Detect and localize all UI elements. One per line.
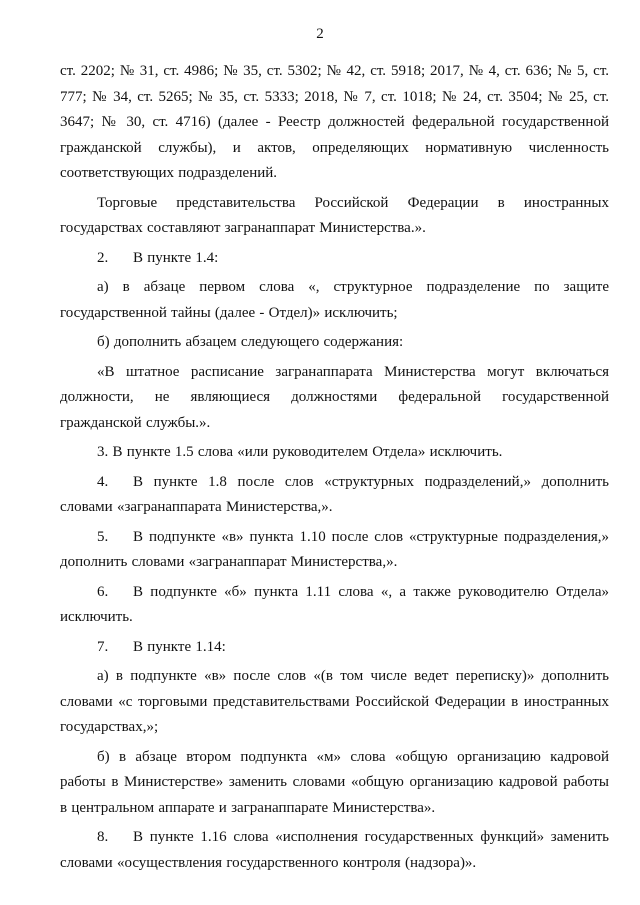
item-text: В пункте 1.4: [133, 249, 219, 266]
subitem-7b: б) в абзаце втором подпункта «м» слова «общую организацию кадровой работы в Министерстве» заменить словами «общую организацию кадровой работы в центральном аппарате и загранаппарате Министерства». [60, 748, 609, 816]
subitem-2a: а) в абзаце первом слова «, структурное подразделение по защите государственной тайны (далее - Отдел)» исключить; [60, 279, 609, 321]
item-text: В подпункте «в» пункта 1.10 после слов «структурные подразделения,» дополнить словами «загранаппарат Министерства,». [60, 528, 609, 570]
item-number: 4. [97, 473, 109, 490]
item-number: 7. [97, 638, 109, 655]
item-6 [60, 580, 609, 631]
item-text: В пункте 1.16 слова «исполнения государственных функций» заменить словами «осуществления государственного контроля (надзора)». [60, 829, 609, 871]
item-7 [60, 635, 609, 661]
paragraph-trade-missions: Торговые представительства Российской Федерации в иностранных государствах составляют загранаппарат Министерства.». [60, 194, 609, 236]
item-5 [60, 525, 609, 576]
item-number: 8. [97, 829, 109, 845]
item-8 [60, 825, 609, 876]
item-number: 2. [97, 249, 109, 266]
item-text: В пункте 1.8 после слов «структурных подразделений,» дополнить словами «загранаппарата Министерства,». [60, 473, 609, 515]
subitem-2b: б) дополнить абзацем следующего содержания: [97, 334, 404, 350]
item-2 [60, 246, 609, 272]
subitem-7a: а) в подпункте «в» после слов «(в том числе ведет переписку)» дополнить словами «с торговыми представительствами Российской Федерации в иностранных государствах,»; [60, 668, 609, 735]
item-number: 6. [97, 583, 109, 600]
quoted-addition: «В штатное расписание загранаппарата Министерства могут включаться должности, не являющиеся должностями федеральной государственной гражданской службы.». [60, 363, 609, 431]
item-text: В пункте 1.14: [133, 638, 226, 655]
item-4 [60, 470, 609, 521]
item-text: В подпункте «б» пункта 1.11 слова «, а также руководителю Отдела» исключить. [60, 583, 609, 625]
document-body [60, 59, 609, 880]
item-number: 5. [97, 528, 109, 545]
item-3: 3. В пункте 1.5 слова «или руководителем Отдела» исключить. [97, 444, 503, 460]
paragraph-registry-citation: ст. 2202; № 31, ст. 4986; № 35, ст. 5302; № 42, ст. 5918; 2017, № 4, ст. 636; № 5, ст. 777; № 34, ст. 5265; № 35, ст. 5333; 2018, № 7, ст. 1018; № 24, ст. 3504; № 25, ст. 3647; № 30, ст. 4716) (далее - Реестр должностей федеральной государственной гражданской службы), и актов, определяющих нормативную численность соответствующих подразделений. [60, 63, 609, 181]
page-number: 2 [316, 26, 324, 42]
